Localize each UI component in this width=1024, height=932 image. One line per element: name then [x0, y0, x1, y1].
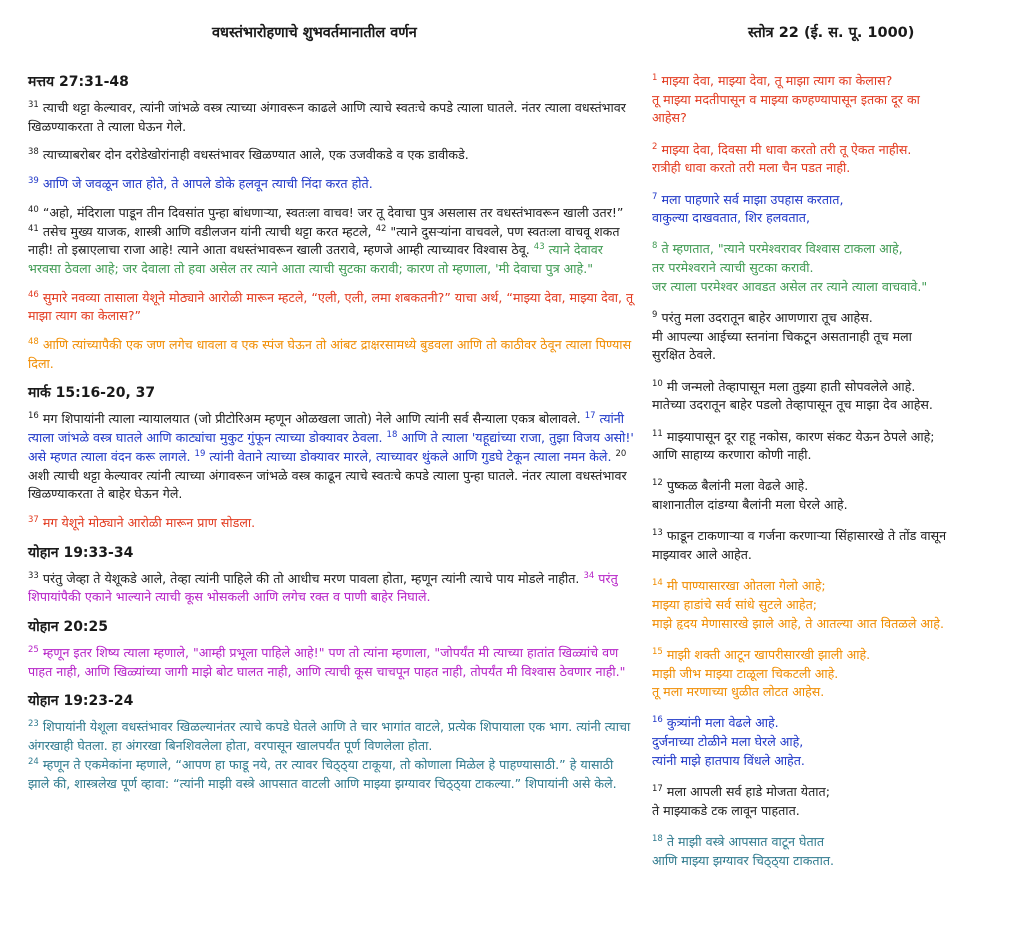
verse-number: 16	[28, 411, 39, 422]
verse-matthew-48	[28, 336, 634, 373]
verse-line: आणि साहाय्य करणारा कोणी नाही.	[652, 447, 812, 463]
verse-number: 7	[652, 191, 658, 202]
psalm-verse-1	[652, 72, 1000, 128]
verse-number: 8	[652, 241, 658, 252]
verse-number: 18	[386, 429, 398, 440]
verse-text: त्याने देवावर भरवसा ठेवला आहे; जर देवाला तो हवा असेल तर त्याने आता त्याची सुटका करावी; कारण तो म्हणाला, 'मी देवाचा पुत्र आहे."	[28, 242, 603, 276]
verse-number: 25	[28, 644, 39, 655]
verse-number: 41	[28, 223, 39, 234]
verse-line: दुर्जनाच्या टोळीने मला घेरले आहे,	[652, 734, 804, 750]
verse-text: आणि त्यांच्यापैकी एक जण लगेच धावला व एक स्पंज घेऊन तो आंबट द्राक्षरसामध्ये बुडवला आणि तो काठीवर ठेवून त्याला पिण्यास दिला.	[28, 337, 632, 371]
verse-number: 33	[28, 570, 39, 581]
passage-ref-mark: मार्क 15:16-20, 37	[28, 385, 156, 402]
verse-line: माझी जीभ माझ्या टाळूला चिकटली आहे.	[652, 665, 839, 681]
verse-text: आणि ते त्याला 'यहूद्यांच्या राजा, तुझा विजय असो!' असे म्हणत त्याला वंदन करू लागले.	[28, 430, 634, 464]
gospel-column	[28, 72, 634, 803]
verse-line: तू माझ्या मदतीपासून व माझ्या कण्हण्यापासून इतका दूर का	[652, 91, 920, 107]
verse-number: 43	[533, 242, 545, 253]
verse-line: माझ्यावर आले आहेत.	[652, 547, 752, 563]
verse-text: सुमारे नवव्या तासाला येशूने मोठ्याने आरोळी मारून म्हटले, “एली, एली, लमा शबकतनी?” याचा अर्थ, “माझ्या देवा, माझ्या देवा, तू माझा त्याग का केलास?”	[28, 289, 634, 324]
right-column-title: स्तोत्र 22 (ई. स. पू. 1000)	[748, 25, 915, 41]
verse-matthew-38	[28, 146, 634, 165]
verse-line: माझ्यापासून दूर राहू नकोस, कारण संकट येऊन ठेपले आहे;	[666, 428, 935, 444]
verse-line: ते म्हणतात, "त्याने परमेश्वरावर विश्वास टाकला आहे,	[661, 241, 903, 257]
verse-line: माझ्या देवा, माझ्या देवा, तू माझा त्याग का केलास?	[661, 73, 893, 88]
verse-text: शिपायांनी येशूला वधस्तंभावर खिळल्यानंतर त्याचे कपडे घेतले आणि ते चार भागांत वाटले, प्रत्येक शिपायाला एक भाग. त्यांनी त्याचा अंगरखाही घेतला. हा अंगरखा बिनशिवलेला होता, वरपासून खालपर्यंत पूर्ण विणलेला होता.	[28, 719, 631, 754]
verse-number: 48	[28, 336, 39, 347]
verse-number: 13	[652, 528, 663, 539]
verse-number: 42	[375, 223, 387, 234]
verse-number: 15	[652, 646, 663, 657]
psalm-verse-13	[652, 527, 1000, 564]
verse-number: 46	[28, 289, 39, 300]
verse-number: 23	[28, 719, 39, 730]
verse-number: 31	[28, 99, 39, 110]
verse-text: तसेच मुख्य याजक, शास्त्री आणि वडीलजन यांनी त्याची थट्टा करत म्हटले,	[42, 223, 372, 239]
verse-text: “अहो, मंदिराला पाडून तीन दिवसांत पुन्हा बांधणाऱ्या, स्वतःला वाचव! जर तू देवाचा पुत्र असलास तर वधस्तंभावरून खाली उतर!”	[42, 204, 624, 220]
verse-matthew-40-43	[28, 204, 634, 279]
verse-line: तू मला मरणाच्या धुळीत लोटत आहेस.	[652, 684, 825, 700]
verse-number: 17	[584, 411, 596, 422]
verse-text: म्हणून ते एकमेकांना म्हणाले, “आपण हा फाडू नये, तर त्यावर चिठ्ठ्या टाकूया, तो कोणाला मिळेल हे पाहण्यासाठी.” हे यासाठी झाले की, शास्त्रलेख पूर्ण व्हावा: “त्यांनी माझी वस्त्रे आपसात वाटली आणि माझ्या झग्यावर चिठ्ठ्या टाकल्या.” शिपायांनी असे केले.	[28, 756, 617, 791]
verse-line: मी आपल्या आईच्या स्तनांना चिकटून असतानाही तूच मला	[652, 328, 912, 344]
verse-line: आहेस?	[652, 110, 687, 126]
verse-line: जर त्याला परमेश्वर आवडत असेल तर त्याने त्याला वाचवावे."	[652, 278, 928, 294]
verse-line: माझी शक्ती आटून खापरीसारखी झाली आहे.	[666, 646, 871, 662]
verse-line: फाडून टाकणाऱ्या व गर्जना करणाऱ्या सिंहासारखे ते तोंड वासून	[666, 528, 947, 544]
verse-line: माझे हृदय मेणासारखे झाले आहे, ते आतल्या आत वितळले आहे.	[652, 615, 944, 631]
verse-line: परंतु मला उदरातून बाहेर आणणारा तूच आहेस.	[661, 310, 873, 326]
verse-line: माझ्या देवा, दिवसा मी धावा करतो तरी तू ऐकत नाहीस.	[661, 141, 912, 157]
passage-ref-matthew: मत्तय 27:31-48	[28, 74, 129, 90]
verse-text: त्यांनी वेताने त्याच्या डोक्यावर मारले, त्याच्यावर थुंकले आणि गुडघे टेकून त्याला नमन केले.	[209, 448, 612, 464]
verse-number: 38	[28, 147, 39, 158]
psalm-verse-9	[652, 309, 1000, 365]
verse-matthew-46	[28, 289, 634, 326]
verse-john-23-24	[28, 718, 634, 793]
verse-line: माझ्या हाडांचे सर्व सांधे सुटले आहेत;	[652, 596, 817, 612]
psalm-verse-18	[652, 833, 1000, 870]
passage-ref-john-19-33: योहान 19:33-34	[28, 544, 134, 561]
verse-mark-16-20	[28, 410, 634, 504]
psalm-verse-14	[652, 577, 1000, 633]
psalm-verse-7	[652, 191, 1000, 228]
verse-line: मातेच्या उदरातून बाहेर पडलो तेव्हापासून तूच माझा देव आहेस.	[652, 397, 933, 413]
verse-number: 1	[652, 72, 658, 83]
verse-line: आणि माझ्या झग्यावर चिठ्ठ्या टाकतात.	[652, 852, 835, 868]
passage-ref-john-20-25: योहान 20:25	[28, 619, 109, 636]
psalm-verse-16	[652, 714, 1000, 770]
psalm-verse-17	[652, 783, 1000, 820]
psalm-verse-11	[652, 428, 1000, 465]
psalm-verse-8	[652, 240, 1000, 296]
verse-text: "त्याने दुसऱ्यांना वाचवले, पण स्वतःला वाचवू शकत नाही! तो इस्राएलाचा राजा आहे! त्याने आता वधस्तंभावरून खाली उतरावे, म्हणजे आम्ही त्याच्यावर विश्वास ठेवू.	[28, 223, 620, 258]
verse-number: 17	[652, 783, 663, 794]
psalm-verse-15	[652, 646, 1000, 702]
verse-number: 24	[28, 756, 39, 767]
verse-text: मग शिपायांनी त्याला न्यायालयात (जो प्रीटोरिअम म्हणून ओळखला जातो) नेले आणि त्यांनी सर्व सैन्याला एकत्र बोलावले.	[42, 411, 581, 427]
verse-line: मी जन्मलो तेव्हापासून मला तुझ्या हाती सोपवलेले आहे.	[666, 378, 916, 394]
verse-mark-37	[28, 514, 634, 533]
verse-number: 19	[194, 448, 206, 459]
passage-ref-john-19-23: योहान 19:23-24	[28, 693, 134, 710]
verse-line: पुष्कळ बैलांनी मला वेढले आहे.	[666, 478, 809, 494]
verse-number: 16	[652, 715, 663, 726]
verse-text: त्याची थट्टा केल्यावर, त्यांनी जांभळे वस्त्र त्याच्या अंगावरून काढले आणि त्याचे स्वतःचे कपडे त्याला घातले. नंतर त्याला वधस्तंभावर खिळण्याकरता ते त्याला घेऊन गेले.	[28, 100, 626, 134]
verse-line: ते माझी वस्त्रे आपसात वाटून घेतात	[666, 834, 825, 849]
verse-number: 39	[28, 175, 39, 186]
verse-line: मला आपली सर्व हाडे मोजता येतात;	[666, 784, 830, 800]
verse-number: 11	[652, 428, 663, 439]
verse-number: 18	[652, 833, 663, 844]
verse-text: त्याच्याबरोबर दोन दरोडेखोरांनाही वधस्तंभावर खिळण्यात आले, एक उजवीकडे व एक डावीकडे.	[42, 147, 469, 163]
verse-line: मला पाहणारे सर्व माझा उपहास करतात,	[661, 191, 844, 207]
psalm-verse-2	[652, 141, 1000, 178]
psalm-verse-10	[652, 378, 1000, 415]
verse-matthew-31	[28, 99, 634, 136]
verse-number: 40	[28, 204, 39, 215]
verse-line: कुत्र्यांनी मला वेढले आहे.	[666, 715, 779, 731]
verse-line: सुरक्षित ठेवले.	[652, 347, 716, 363]
verse-line: तर परमेश्वराने त्याची सुटका करावी.	[652, 260, 814, 276]
verse-text: परंतु जेव्हा ते येशूकडे आले, तेव्हा त्यांनी पाहिले की तो आधीच मरण पावला होता, म्हणून त्यांनी त्याचे पाय मोडले नाहीत.	[42, 570, 580, 586]
verse-text: मग येशूने मोठ्याने आरोळी मारून प्राण सोडला.	[42, 514, 256, 530]
verse-text: परंतु शिपायांपैकी एकाने भाल्याने त्याची कूस भोसकली आणि लगेच रक्त व पाणी बाहेर निघाले.	[28, 570, 618, 605]
verse-number: 12	[652, 478, 663, 489]
verse-line: मी पाण्यासारखा ओतला गेलो आहे;	[666, 578, 826, 594]
verse-john-20-25	[28, 644, 634, 681]
psalm-column	[652, 72, 1000, 883]
verse-number: 2	[652, 141, 658, 152]
verse-line: त्यांनी माझे हातपाय विंधले आहेत.	[652, 752, 805, 768]
verse-number: 37	[28, 514, 39, 525]
psalm-verse-12	[652, 477, 1000, 514]
verse-text: आणि जे जवळून जात होते, ते आपले डोके हलवून त्याची निंदा करत होते.	[42, 176, 373, 192]
left-column-title: वधस्तंभारोहणाचे शुभवर्तमानातील वर्णन	[212, 25, 417, 41]
verse-john-33-34	[28, 570, 634, 607]
verse-number: 9	[652, 309, 658, 320]
verse-line: ते माझ्याकडे टक लावून पाहतात.	[652, 802, 800, 818]
verse-number: 34	[583, 570, 595, 581]
verse-line: बाशानातील दांडग्या बैलांनी मला घेरले आहे.	[652, 497, 848, 513]
verse-number: 14	[652, 578, 663, 589]
verse-number: 10	[652, 378, 663, 389]
verse-text: त्यांनी त्याला जांभळे वस्त्र घातले आणि काट्यांचा मुकुट गुंफून त्याच्या डोक्यावर ठेवला.	[28, 411, 625, 446]
verse-line: वाकुल्या दाखवतात, शिर हलवतात,	[652, 210, 810, 226]
verse-text: अशी त्याची थट्टा केल्यावर त्यांनी त्याच्या अंगावरून जांभळे वस्त्र काढून त्याचे स्वतःचे कपडे त्याला पुन्हा घातले. नंतर त्याला वधस्तंभावर खिळण्याकरता ते बाहेर घेऊन गेले.	[28, 467, 627, 502]
verse-number: 20	[615, 448, 627, 459]
verse-text: म्हणून इतर शिष्य त्याला म्हणाले, "आम्ही प्रभूला पाहिले आहे!" पण तो त्यांना म्हणाला, "जोपर्यंत मी त्याच्या हातांत खिळ्यांचे वण पाहत नाही, आणि खिळ्यांच्या जागी माझे बोट घालत नाही, आणि त्याची कूस चाचपून पाहत नाही, तोपर्यंत मी विश्वास ठेवणार नाही."	[28, 645, 626, 679]
verse-line: रात्रीही धावा करतो तरी मला चैन पडत नाही.	[652, 160, 851, 176]
verse-matthew-39	[28, 175, 634, 194]
